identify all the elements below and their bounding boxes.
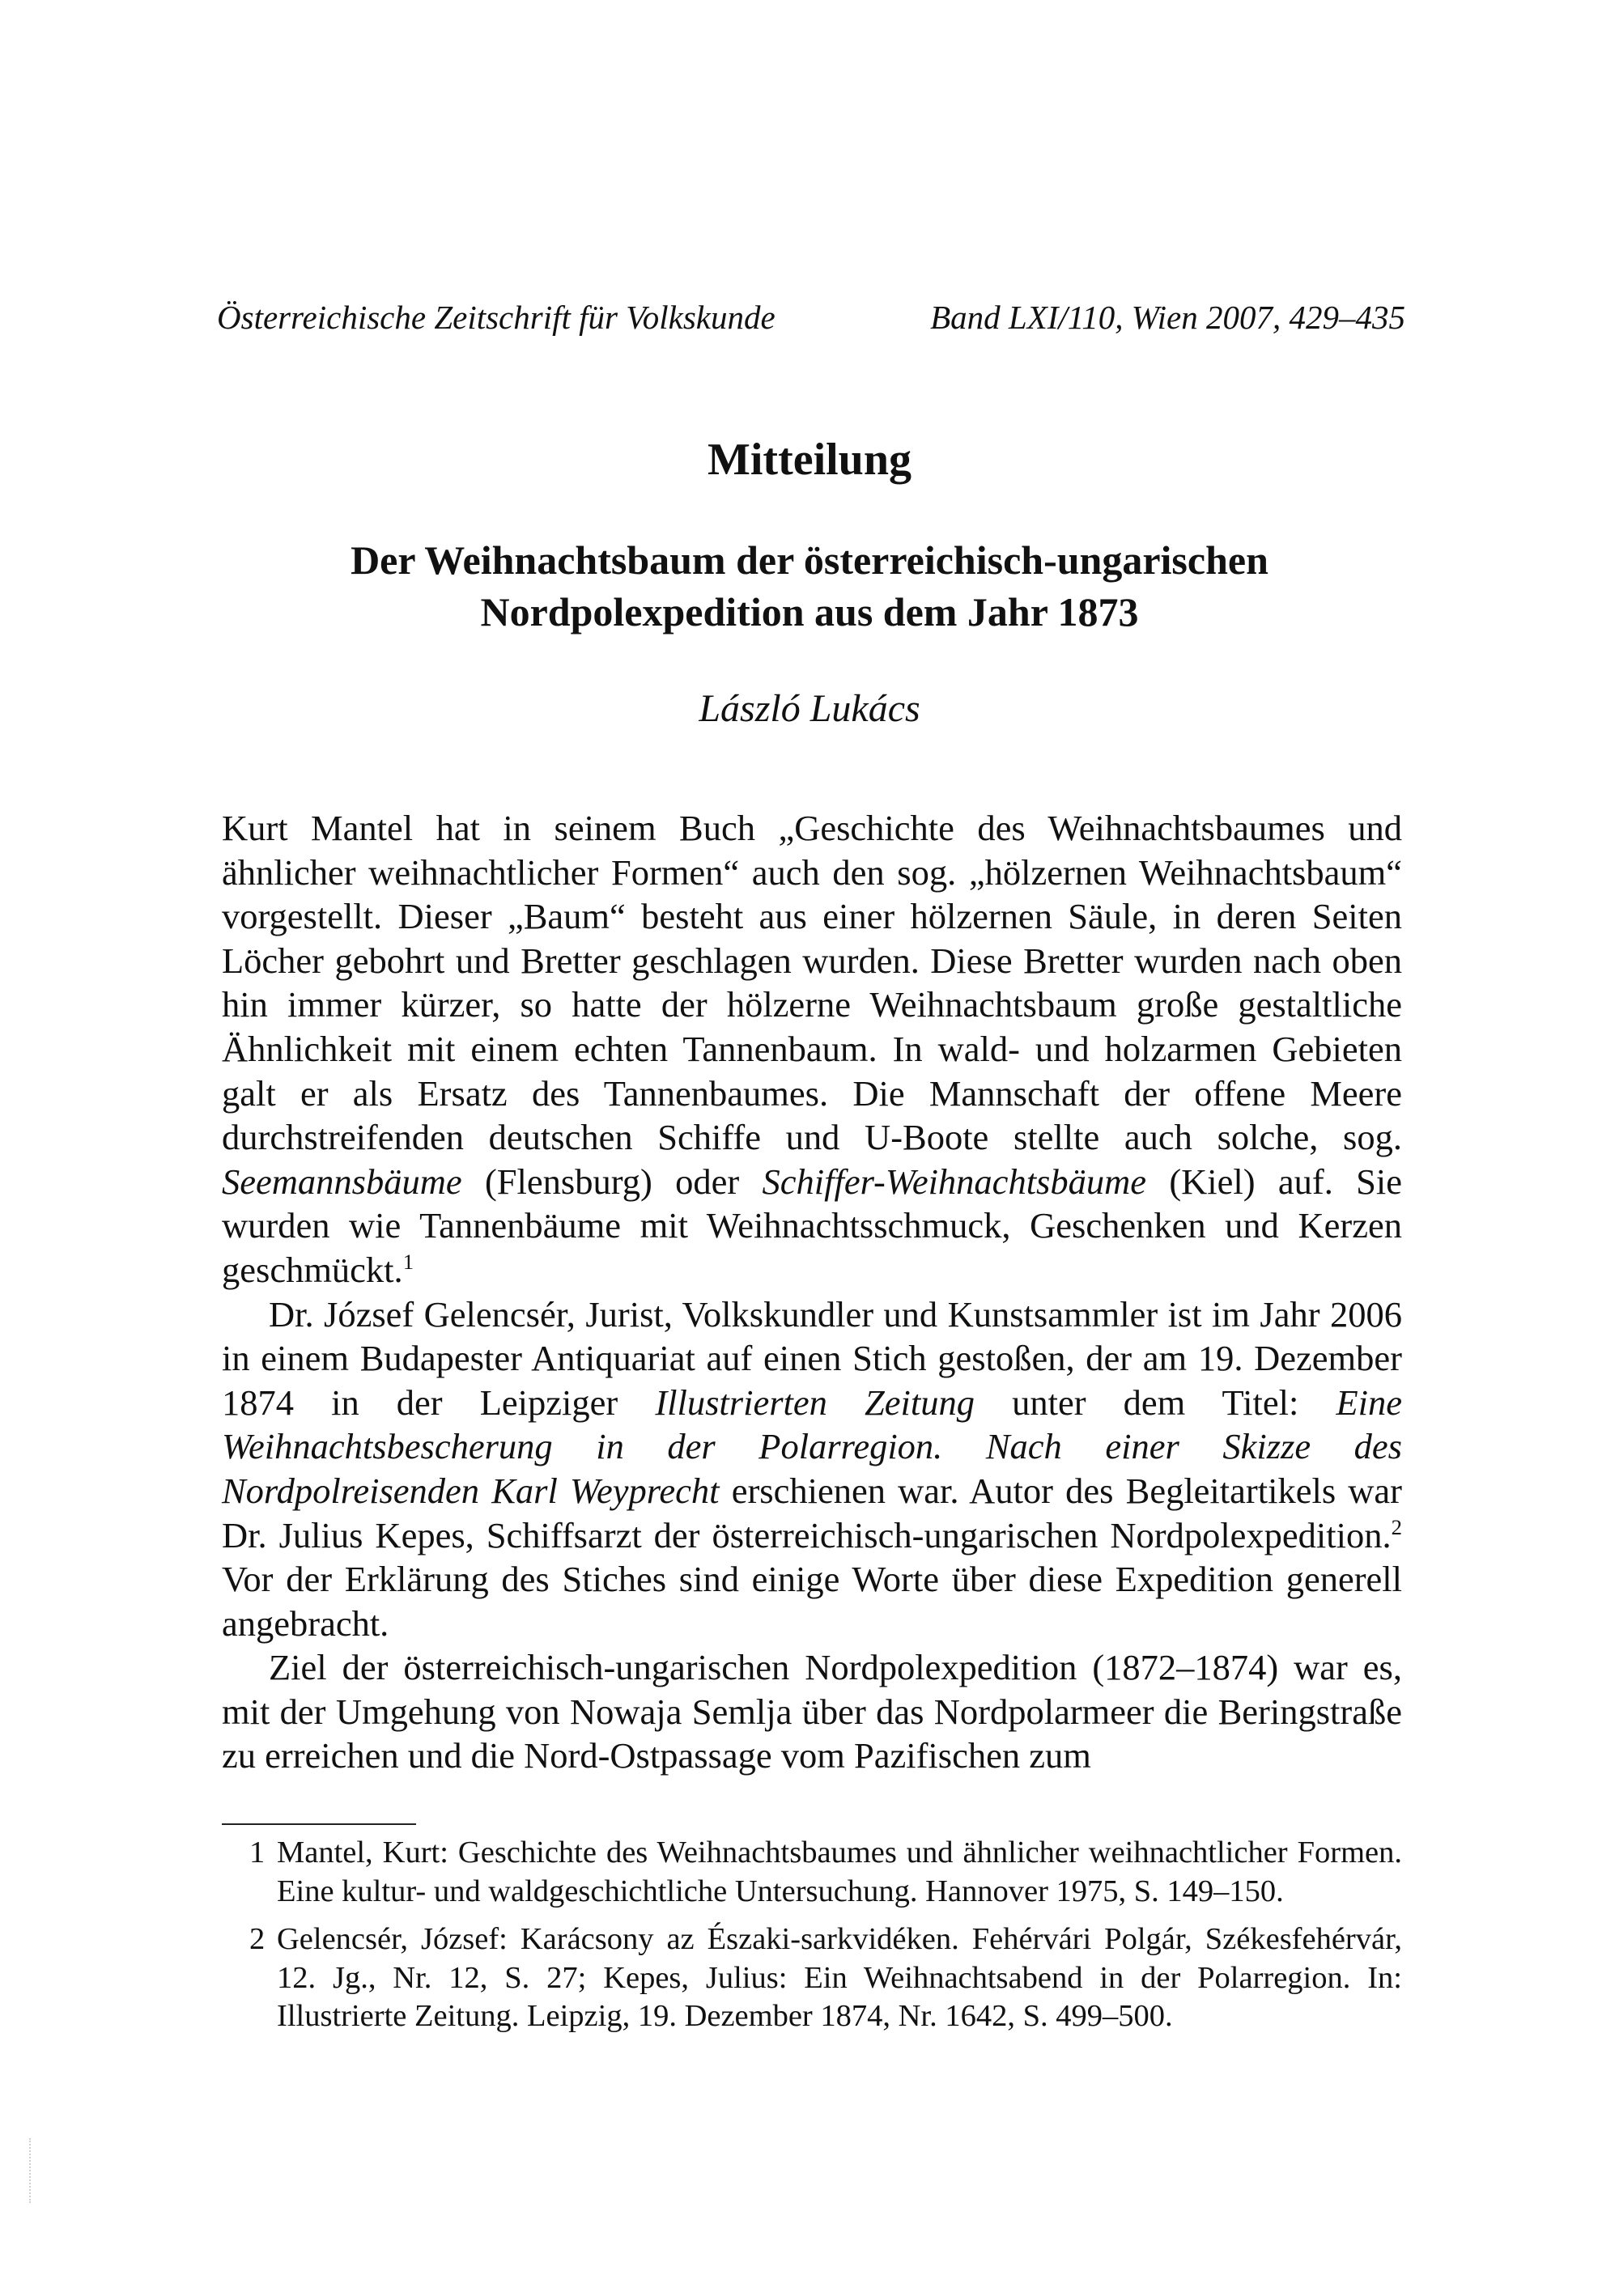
footnote-ref-1[interactable]: 1 (402, 1250, 414, 1275)
footnote-divider (222, 1823, 416, 1825)
article-title (0, 534, 1619, 638)
paragraph-text: (Flensburg) oder (484, 1161, 740, 1202)
volume-info: Band LXI/110, Wien 2007, 429–435 (930, 299, 1405, 336)
author-name: László Lukács (699, 687, 920, 730)
footnote-1 (222, 1834, 1402, 1911)
footnote-text: Mantel, Kurt: Geschichte des Weihnachtsbaumes und ähnlicher weihnachtlicher Formen. Eine kultur- und waldgeschichtliche Untersuchung. Hannover 1975, S. 149–150. (277, 1836, 1402, 1908)
paragraph-text: Dr. József Gelencsér, Jurist, Volkskundler und Kunstsammler ist im Jahr 2006 in einem Budapester Antiquariat auf einen Stich gestoßen, der am 19. Dezember 1874 in der Leipziger (222, 1293, 1402, 1423)
paragraph-2 (222, 1292, 1402, 1646)
footnotes (222, 1834, 1402, 2046)
paragraph-text: erschienen war. Autor des Begleitartikels war Dr. Julius Kepes, Schiffsarzt der österreichisch-ungarischen Nordpolexpedition. (222, 1470, 1403, 1555)
paragraph-text: (Kiel) auf. Sie wurden wie Tannenbäume mit Weihnachtsschmuck, Geschenken und Kerzen geschmückt. (222, 1161, 1403, 1290)
italic-title: Eine Weihnachtsbescherung in der Polarregion. Nach einer Skizze des Nordpolreisenden Karl Weyprecht (222, 1381, 1403, 1511)
paragraph-text: unter dem Titel: (1012, 1381, 1299, 1423)
footnote-2 (222, 1920, 1402, 2036)
italic-term: Illustrierten Zeitung (655, 1381, 975, 1423)
italic-term: Schiffer-Weihnachtsbäume (762, 1161, 1147, 1202)
section-heading: Mitteilung (708, 435, 911, 485)
footnote-number: 2 (249, 1922, 266, 1956)
italic-term: Seemannsbäume (222, 1161, 462, 1202)
footnote-number: 1 (249, 1836, 266, 1869)
article-title-line-2: Nordpolexpedition aus dem Jahr 1873 (480, 589, 1139, 634)
scan-artifact (29, 2138, 33, 2203)
paragraph-1 (222, 806, 1402, 1292)
article-body (222, 806, 1402, 1778)
paragraph-3 (222, 1645, 1402, 1778)
paragraph-text: Ziel der österreichisch-ungarischen Nordpolexpedition (1872–1874) war es, mit der Umgehung von Nowaja Semlja über das Nordpolarmeer die Beringstraße zu erreichen und die Nord-Ostpassage vom Pazifischen zum (222, 1647, 1402, 1776)
paragraph-text: Vor der Erklärung des Stiches sind einige Worte über diese Expedition generell angebracht. (222, 1559, 1402, 1644)
article-title-line-1: Der Weihnachtsbaum der österreichisch-ungarischen (351, 537, 1268, 583)
footnote-ref-2[interactable]: 2 (1391, 1514, 1402, 1539)
paragraph-text: Kurt Mantel hat in seinem Buch „Geschichte des Weihnachtsbaumes und ähnlicher weihnachtlicher Formen“ auch den sog. „hölzernen Weihnachtsbaum“ vorgestellt. Dieser „Baum“ besteht aus einer hölzernen Säule, in deren Seiten Löcher gebohrt und Bretter geschlagen wurden. Diese Bretter wurden nach oben hin immer kürzer, so hatte der hölzerne Weihnachtsbaum große gestaltliche Ähnlichkeit mit einem echten Tannenbaum. In wald- und holzarmen Gebieten galt er als Ersatz des Tannenbaumes. Die Mannschaft der offene Meere durchstreifenden deutschen Schiffe und U-Boote stellte auch solche, sog. (222, 808, 1402, 1158)
journal-title: Österreichische Zeitschrift für Volkskunde (217, 299, 776, 336)
footnote-text: Gelencsér, József: Karácsony az Északi-sarkvidéken. Fehérvári Polgár, Székesfehérvár, 12. Jg., Nr. 12, S. 27; Kepes, Julius: Ein Weihnachtsabend in der Polarregion. In: Illustrierte Zeitung. Leipzig, 19. Dezember 1874, Nr. 1642, S. 499–500. (277, 1922, 1402, 2033)
